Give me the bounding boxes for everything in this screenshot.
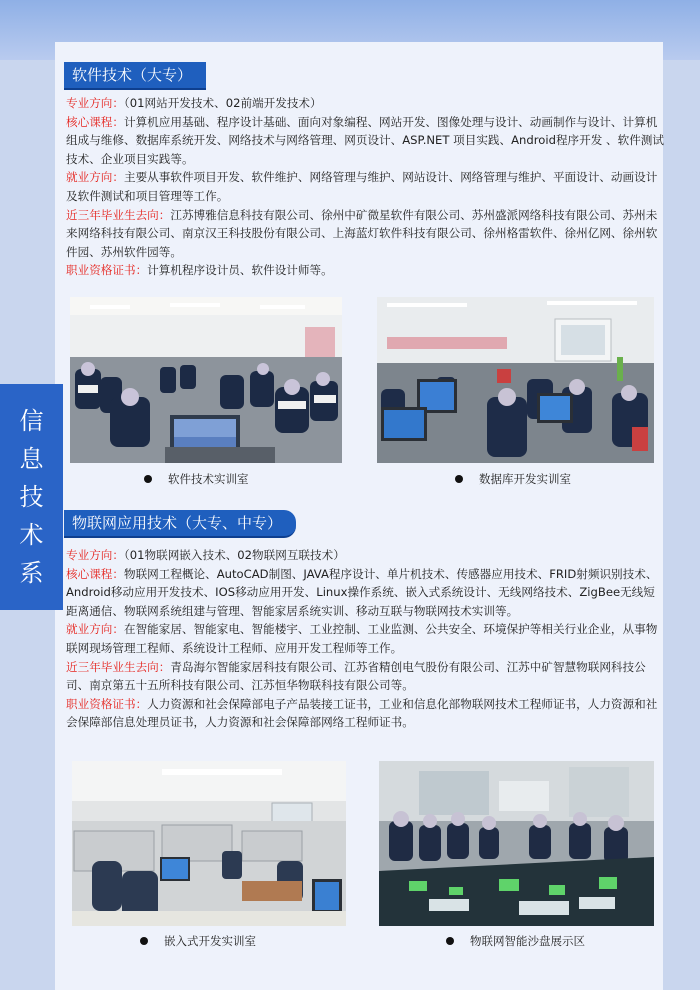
text-direction: （01网站开发技术、02前端开发技术）: [123, 96, 322, 110]
caption-text: 数据库开发实训室: [479, 472, 571, 486]
label-cert: 职业资格证书：: [66, 696, 148, 711]
department-char: 息: [19, 445, 44, 473]
caption-database-lab: [455, 471, 571, 487]
classroom-photo-icon: [72, 761, 346, 926]
department-char: 技: [19, 483, 44, 511]
label-grads: 近三年毕业生去向：: [66, 659, 171, 674]
bullet-icon: [144, 475, 152, 483]
bullet-icon: [455, 475, 463, 483]
caption-text: 嵌入式开发实训室: [164, 934, 256, 948]
photo-iot-sandtable: [379, 761, 654, 926]
department-char: 系: [19, 559, 44, 587]
label-job: 就业方向：: [66, 170, 124, 185]
label-core: 核心课程：: [66, 114, 124, 129]
caption-embedded-lab: [140, 933, 256, 949]
section-body-software: [66, 94, 666, 280]
text-core: 物联网工程概论、AutoCAD制图、JAVA程序设计、单片机技术、传感器应用技术、FRID射频识别技术、Android移动应用开发技术、IOS移动应用开发、Linux操作系统、嵌入式系统设计、无线网络技术、ZigBee无线短距离通信、物联网系统组建与管理、智能家居系统实训、移动互联与物联网技术实训等。: [66, 566, 658, 618]
caption-text: 软件技术实训室: [168, 472, 249, 486]
caption-text: 物联网智能沙盘展示区: [470, 934, 585, 948]
text-core: 计算机应用基础、程序设计基础、面向对象编程、网站开发、图像处理与设计、动画制作与设计、计算机组成与维修、数据库系统开发、网络技术与网络管理、网页设计、ASP.NET 项目实践、Android程序开发 、软件测试技术、企业项目实践等。: [66, 114, 664, 166]
label-cert: 职业资格证书：: [66, 263, 148, 278]
section-title-software: 软件技术（大专）: [64, 62, 206, 90]
bullet-icon: [446, 937, 454, 945]
label-direction: 专业方向：: [66, 548, 124, 562]
label-job: 就业方向：: [66, 622, 124, 637]
text-job: 主要从事软件项目开发、软件维护、网络管理与维护、网站设计、网络管理与维护、平面设计、动画设计及软件测试和项目管理等工作。: [66, 170, 658, 203]
sandtable-photo-icon: [379, 761, 654, 926]
section-title-iot: 物联网应用技术（大专、中专）: [64, 510, 296, 538]
label-direction: 专业方向：: [66, 96, 124, 110]
label-core: 核心课程：: [66, 566, 124, 581]
photo-embedded-lab: [72, 761, 346, 926]
department-char: 信: [19, 407, 44, 435]
classroom-photo-icon: [70, 297, 342, 463]
text-cert: 人力资源和社会保障部电子产品装接工证书，工业和信息化部物联网技术工程师证书，人力资源和社会保障部信息处理员证书，人力资源和社会保障部网络工程师证书。: [66, 696, 658, 730]
label-grads: 近三年毕业生去向：: [66, 207, 171, 222]
photo-database-lab: [377, 297, 654, 463]
caption-iot-sandtable: [446, 933, 585, 949]
classroom-photo-icon: [377, 297, 654, 463]
section-body-iot: [66, 546, 666, 732]
text-cert: 计算机程序设计员、软件设计师等。: [147, 263, 333, 278]
department-tab: [0, 384, 63, 610]
caption-software-lab: [144, 471, 249, 487]
bullet-icon: [140, 937, 148, 945]
text-direction: （01物联网嵌入技术、02物联网互联技术）: [123, 548, 345, 562]
text-grads: 江苏博雅信息科技有限公司、徐州中矿微星软件有限公司、苏州盛派网络科技有限公司、苏州未来网络科技有限公司、南京汉王科技股份有限公司、上海蓝灯软件科技有限公司、徐州格雷软件、徐州亿网、徐州软件园、苏州软件园等。: [66, 207, 658, 259]
photo-software-lab: [70, 297, 342, 463]
text-grads: 青岛海尔智能家居科技有限公司、江苏省精创电气股份有限公司、江苏中矿智慧物联网科技公司、南京第五十五所科技有限公司、江苏恒华物联科技有限公司等。: [66, 659, 646, 693]
department-char: 术: [19, 521, 44, 549]
text-job: 在智能家居、智能家电、智能楼宇、工业控制、工业监测、公共安全、环境保护等相关行业企业，从事物联网现场管理工程师、系统设计工程师、应用开发工程师等工作。: [66, 622, 658, 655]
